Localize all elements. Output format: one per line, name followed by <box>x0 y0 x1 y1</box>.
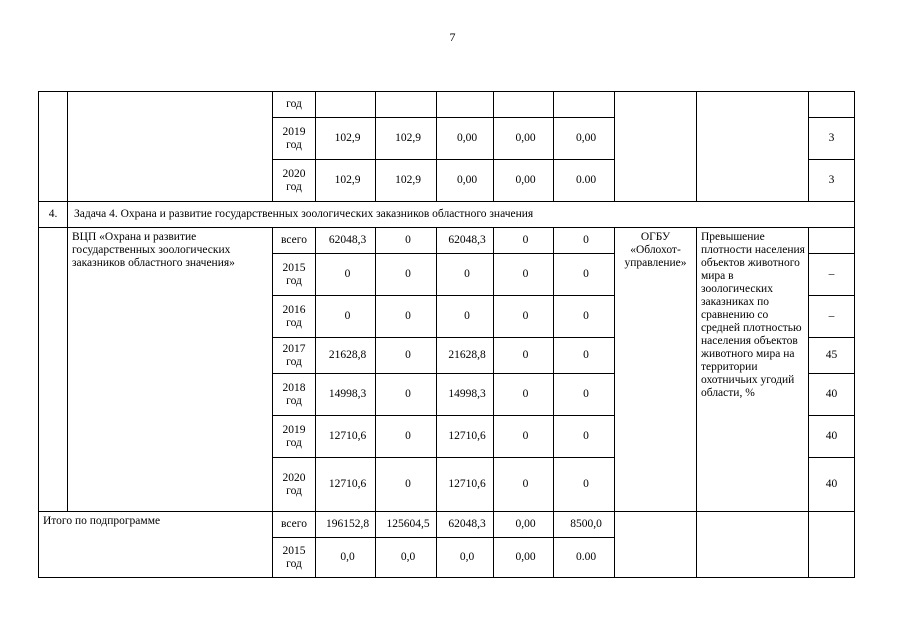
year-cell: 2015 год <box>273 538 316 578</box>
indicator-value <box>809 228 855 254</box>
value-cell: 0,00 <box>494 160 554 202</box>
year-cell: год <box>273 92 316 118</box>
value-cell: 0 <box>376 374 437 416</box>
value-cell: 0 <box>316 296 376 338</box>
value-cell <box>316 92 376 118</box>
value-cell: 102,9 <box>376 160 437 202</box>
value-cell: 12710,6 <box>437 416 494 458</box>
value-cell: 21628,8 <box>316 338 376 374</box>
task-title: Задача 4. Охрана и развитие государственных зоологических заказников областного значения <box>68 202 855 228</box>
value-cell: 0 <box>494 338 554 374</box>
year-cell: 2020 год <box>273 458 316 512</box>
value-cell: 0.00 <box>554 160 615 202</box>
value-cell: 0 <box>376 296 437 338</box>
value-cell: 102,9 <box>316 160 376 202</box>
value-cell: 0,00 <box>437 118 494 160</box>
value-cell: 102,9 <box>316 118 376 160</box>
empty-cell <box>697 92 809 202</box>
value-cell: 0 <box>494 254 554 296</box>
task-number: 4. <box>39 202 68 228</box>
value-cell: 0 <box>554 374 615 416</box>
value-cell <box>437 92 494 118</box>
value-cell: 0 <box>494 416 554 458</box>
program-name: ВЦП «Охрана и развитие государственных зоологических заказников областного значения» <box>68 228 273 512</box>
value-cell: 0 <box>494 458 554 512</box>
year-cell: всего <box>273 228 316 254</box>
value-cell: 12710,6 <box>316 458 376 512</box>
value-cell: 0 <box>376 458 437 512</box>
empty-cell <box>697 512 809 578</box>
indicator-value: – <box>809 254 855 296</box>
empty-cell <box>39 228 68 512</box>
indicator-value: 3 <box>809 160 855 202</box>
table-row <box>39 228 855 254</box>
value-cell: 0 <box>316 254 376 296</box>
value-cell: 0,00 <box>437 160 494 202</box>
value-cell: 0,00 <box>494 538 554 578</box>
totals-row <box>39 512 855 538</box>
value-cell: 0 <box>554 254 615 296</box>
indicator-value: 40 <box>809 374 855 416</box>
empty-cell <box>809 512 855 578</box>
value-cell: 0 <box>437 254 494 296</box>
value-cell: 0 <box>437 296 494 338</box>
empty-cell <box>39 92 68 202</box>
value-cell: 0 <box>554 296 615 338</box>
budget-table <box>38 91 855 578</box>
value-cell: 0 <box>376 338 437 374</box>
empty-cell <box>615 92 697 202</box>
year-cell: 2018 год <box>273 374 316 416</box>
value-cell: 0,00 <box>494 118 554 160</box>
value-cell: 0 <box>554 458 615 512</box>
value-cell <box>554 92 615 118</box>
value-cell: 14998,3 <box>316 374 376 416</box>
year-cell: 2016 год <box>273 296 316 338</box>
empty-cell <box>68 92 273 202</box>
value-cell: 62048,3 <box>437 228 494 254</box>
year-cell: 2015 год <box>273 254 316 296</box>
value-cell: 8500,0 <box>554 512 615 538</box>
value-cell: 0.00 <box>554 538 615 578</box>
value-cell: 102,9 <box>376 118 437 160</box>
value-cell: 125604,5 <box>376 512 437 538</box>
value-cell: 0 <box>554 338 615 374</box>
value-cell: 62048,3 <box>437 512 494 538</box>
value-cell: 0 <box>376 254 437 296</box>
value-cell: 0,0 <box>437 538 494 578</box>
value-cell: 196152,8 <box>316 512 376 538</box>
year-cell: 2019 год <box>273 118 316 160</box>
value-cell: 12710,6 <box>437 458 494 512</box>
year-cell: 2020 год <box>273 160 316 202</box>
value-cell: 0 <box>494 296 554 338</box>
year-cell: 2019 год <box>273 416 316 458</box>
empty-cell <box>615 512 697 578</box>
task-row <box>39 202 855 228</box>
page-number: 7 <box>449 30 456 44</box>
value-cell: 21628,8 <box>437 338 494 374</box>
value-cell: 0 <box>494 228 554 254</box>
indicator-description: Превышение плотности населения объектов животного мира в зоологических заказниках по сравнению со средней плотностью населения объектов животного мира на территории охотничьих угодий области, % <box>697 228 809 512</box>
value-cell <box>494 92 554 118</box>
value-cell: 62048,3 <box>316 228 376 254</box>
indicator-value: 45 <box>809 338 855 374</box>
value-cell <box>376 92 437 118</box>
indicator-value: – <box>809 296 855 338</box>
value-cell: 0 <box>554 228 615 254</box>
value-cell: 0 <box>494 374 554 416</box>
value-cell: 0 <box>376 228 437 254</box>
table-row <box>39 92 855 118</box>
indicator-value: 40 <box>809 416 855 458</box>
value-cell: 0,0 <box>376 538 437 578</box>
value-cell: 0,00 <box>554 118 615 160</box>
year-cell: всего <box>273 512 316 538</box>
value-cell: 12710,6 <box>316 416 376 458</box>
value-cell: 14998,3 <box>437 374 494 416</box>
executor-org: ОГБУ «Облохот-управление» <box>615 228 697 512</box>
indicator-value: 3 <box>809 118 855 160</box>
totals-label: Итого по подпрограмме <box>39 512 273 578</box>
value-cell: 0,0 <box>316 538 376 578</box>
year-cell: 2017 год <box>273 338 316 374</box>
value-cell: 0 <box>554 416 615 458</box>
indicator-value <box>809 92 855 118</box>
indicator-value: 40 <box>809 458 855 512</box>
value-cell: 0,00 <box>494 512 554 538</box>
value-cell: 0 <box>376 416 437 458</box>
